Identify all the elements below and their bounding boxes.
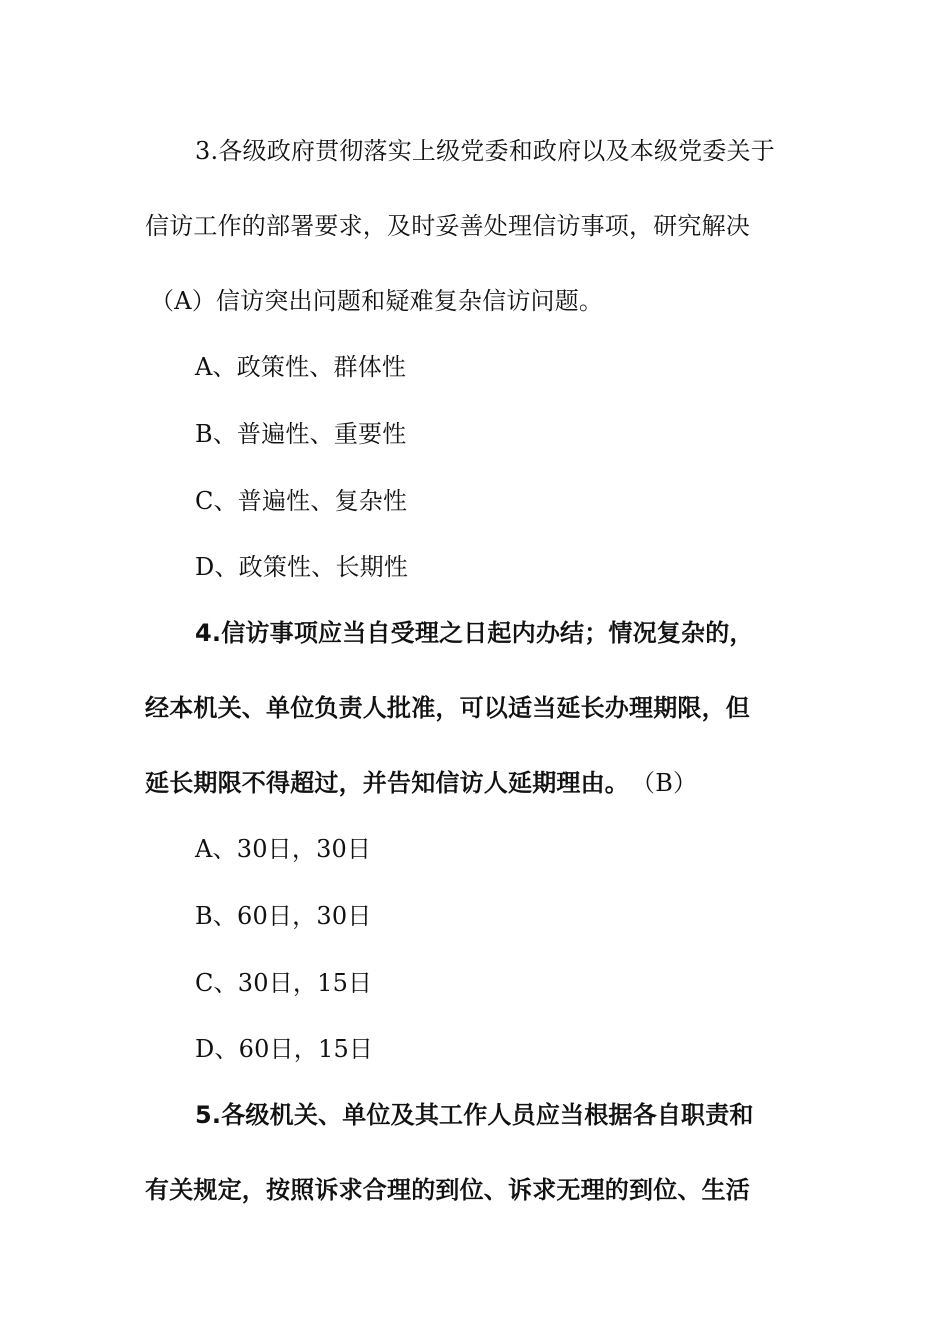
question-3-line-3: （A）信访突出问题和疑难复杂信访问题。 bbox=[150, 287, 604, 315]
question-3-option-c: C、普遍性、复杂性 bbox=[195, 487, 408, 515]
question-3-option-d: D、政策性、长期性 bbox=[195, 553, 409, 581]
question-4-line-3 bbox=[145, 768, 697, 798]
question-4-option-d: D、60日，15日 bbox=[195, 1035, 374, 1063]
question-4-option-b: B、60日，30日 bbox=[195, 902, 372, 930]
question-3-option-b: B、普遍性、重要性 bbox=[195, 420, 407, 448]
question-4-line-2: 经本机关、单位负责人批准，可以适当延长办理期限，但 bbox=[145, 694, 750, 722]
question-4-line-1: 4.信访事项应当自受理之日起内办结；情况复杂的， bbox=[195, 619, 754, 647]
question-4-option-a: A、30日，30日 bbox=[195, 835, 372, 863]
question-3-line-2: 信访工作的部署要求，及时妥善处理信访事项，研究解决 bbox=[145, 212, 750, 240]
question-3-line-1: 3.各级政府贯彻落实上级党委和政府以及本级党委关于 bbox=[195, 137, 775, 165]
question-4-answer: （B） bbox=[643, 769, 698, 797]
question-4-option-c: C、30日，15日 bbox=[195, 969, 373, 997]
question-3-option-a: A、政策性、群体性 bbox=[195, 353, 407, 381]
question-5-line-1: 5.各级机关、单位及其工作人员应当根据各自职责和 bbox=[195, 1101, 754, 1129]
question-5-line-2: 有关规定，按照诉求合理的到位、诉求无理的到位、生活 bbox=[145, 1176, 750, 1204]
question-4-line-3-text: 延长期限不得超过，并告知信访人延期理由。 bbox=[145, 769, 629, 797]
